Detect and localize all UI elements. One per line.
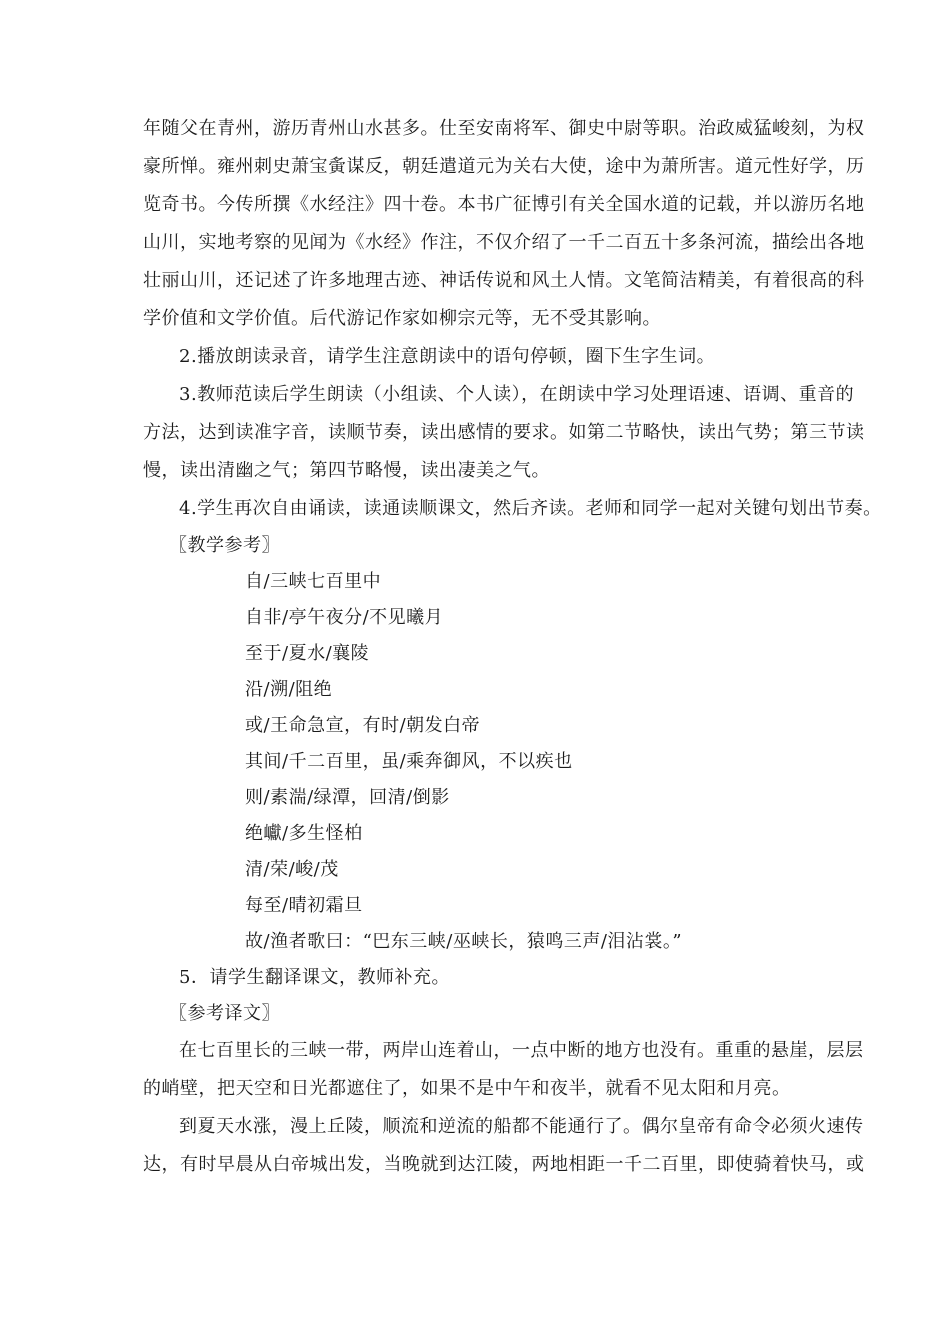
text-line: 到夏天水涨，漫上丘陵，顺流和逆流的船都不能通行了。偶尔皇帝有命令必须火速传 <box>179 1116 864 1137</box>
rhythm-line: 自非/亭午夜分/不见曦月 <box>245 607 444 628</box>
step-3 <box>143 376 865 490</box>
intro-paragraph <box>143 110 865 338</box>
rhythm-list <box>143 564 808 960</box>
text-line: 览奇书。今传所撰《水经注》四十卷。本书广征博引有关全国水道的记载，并以游历名地 <box>143 194 865 215</box>
text-line: 达，有时早晨从白帝城出发，当晚就到达江陵，两地相距一千二百里，即使骑着快马，或 <box>143 1154 865 1175</box>
step-5: 5．请学生翻译课文，教师补充。 <box>179 967 450 988</box>
text-line: 在七百里长的三峡一带，两岸山连着山，一点中断的地方也没有。重重的悬崖，层层 <box>179 1040 864 1061</box>
text-line: 山川，实地考察的见闻为《水经》作注，不仅介绍了一千二百五十多条河流，描绘出各地 <box>143 232 865 253</box>
text-line: 方法，达到读准字音，读顺节奏，读出感情的要求。如第二节略快，读出气势；第三节读 <box>143 422 865 443</box>
step-2: 2.播放朗读录音，请学生注意朗读中的语句停顿，圈下生字生词。 <box>179 346 716 367</box>
teaching-reference-label: 〖教学参考〗 <box>169 535 280 556</box>
translation-paragraph-1 <box>143 1032 864 1108</box>
rhythm-line: 沿/溯/阻绝 <box>245 679 333 700</box>
rhythm-line: 至于/夏水/襄陵 <box>245 643 370 664</box>
rhythm-line: 每至/晴初霜旦 <box>245 895 363 916</box>
text-line: 慢，读出清幽之气；第四节略慢，读出凄美之气。 <box>143 460 550 481</box>
translation-paragraph-2 <box>143 1108 865 1184</box>
text-line: 学价值和文学价值。后代游记作家如柳宗元等，无不受其影响。 <box>143 308 661 329</box>
rhythm-line: 故/渔者歌曰：“巴东三峡/巫峡长，猿鸣三声/泪沾裳。” <box>245 931 683 952</box>
text-line: 壮丽山川，还记述了许多地理古迹、神话传说和风土人情。文笔简洁精美，有着很高的科 <box>143 270 865 291</box>
translation-label: 〖参考译文〗 <box>169 1003 280 1024</box>
text-line: 3.教师范读后学生朗读（小组读、个人读），在朗读中学习处理语速、语调、重音的 <box>179 384 855 405</box>
rhythm-line: 或/王命急宣，有时/朝发白帝 <box>245 715 481 736</box>
step-4: 4.学生再次自由诵读，读通读顺课文，然后齐读。老师和同学一起对关键句划出节奏。 <box>179 498 882 519</box>
rhythm-line: 清/荣/峻/茂 <box>245 859 339 880</box>
text-line: 豪所惮。雍州刺史萧宝夤谋反，朝廷遣道元为关右大使，途中为萧所害。道元性好学，历 <box>143 156 865 177</box>
text-line: 的峭壁，把天空和日光都遮住了，如果不是中午和夜半，就看不见太阳和月亮。 <box>143 1078 791 1099</box>
rhythm-line: 自/三峡七百里中 <box>245 571 382 592</box>
rhythm-line: 其间/千二百里，虽/乘奔御风，不以疾也 <box>245 751 573 772</box>
rhythm-line: 绝巘/多生怪柏 <box>245 823 363 844</box>
text-line: 年随父在青州，游历青州山水甚多。仕至安南将军、御史中尉等职。治政威猛峻刻，为权 <box>143 118 865 139</box>
document-page <box>143 110 882 1184</box>
rhythm-line: 则/素湍/绿潭，回清/倒影 <box>245 787 450 808</box>
